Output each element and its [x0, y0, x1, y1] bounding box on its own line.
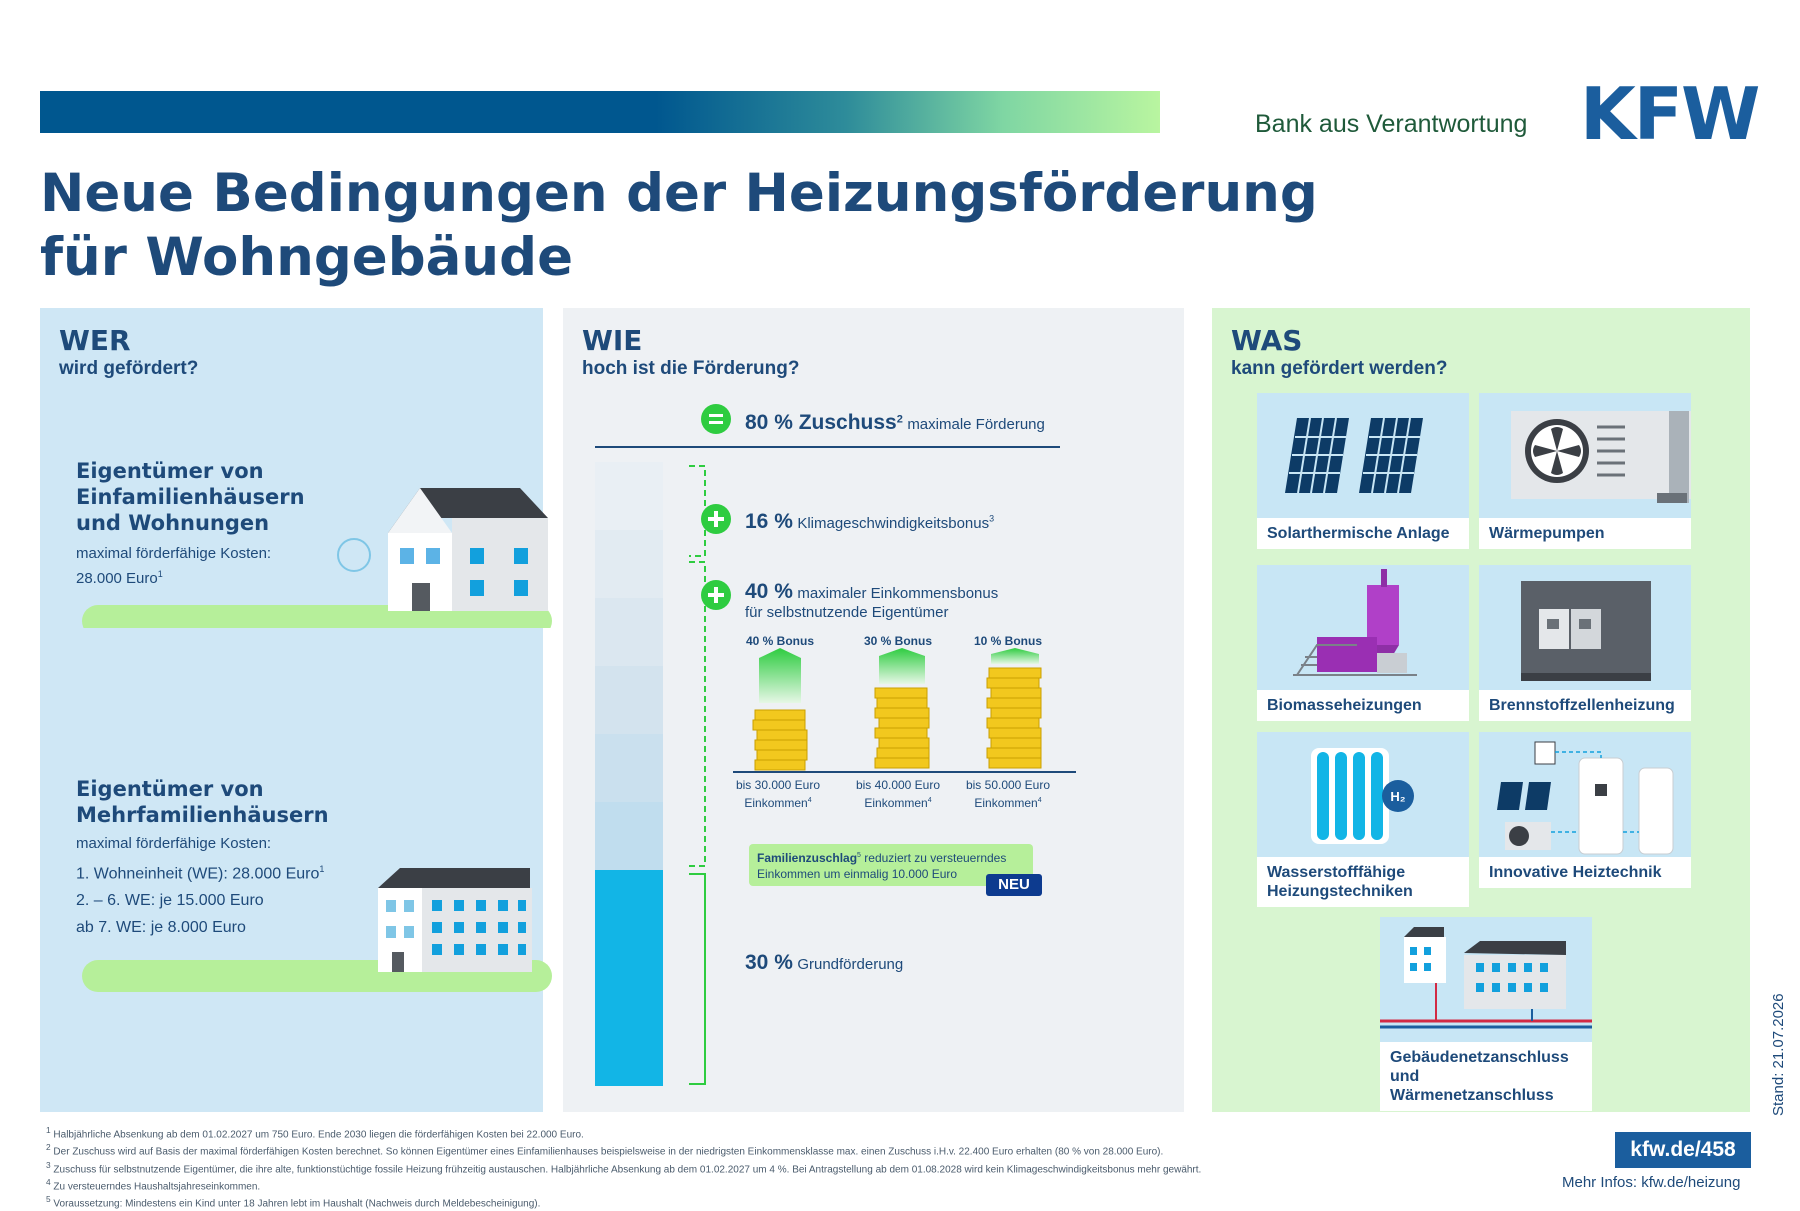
cost-line-1: 1. Wohneinheit (WE): 28.000 Euro: [76, 865, 320, 883]
footnote-ref: 4: [927, 797, 932, 804]
cost-label: maximal förderfähige Kosten:: [76, 545, 272, 562]
page-title: [40, 162, 1318, 290]
header-gradient-bar: [40, 91, 1160, 133]
tile-label: Wärmepumpen: [1489, 525, 1605, 542]
caption-line: bis 50.000 Euro: [965, 778, 1051, 792]
coin-caption: [953, 778, 1063, 811]
bonus-pct: 16 %: [745, 510, 793, 533]
family-title: Familienzuschlag: [757, 851, 858, 865]
stand-date: Stand: 21.07.2026: [1770, 993, 1787, 1116]
footnote-ref: 3: [989, 513, 995, 524]
fuel-cell-icon: [1479, 565, 1691, 690]
footnote-text: Zu versteuerndes Haushaltsjahreseinkommen.: [53, 1181, 261, 1193]
wie-heading: WIE: [582, 324, 643, 357]
family-text: Einkommen um einmalig 10.000 Euro: [757, 867, 958, 881]
wer-group2-title: [76, 776, 329, 828]
new-badge: NEU: [986, 874, 1042, 896]
plus-icon: [701, 580, 731, 610]
coin-caption: [843, 778, 953, 811]
divider: [595, 446, 1060, 448]
tile-hydrogen: [1257, 732, 1469, 907]
cost-line-3: ab 7. WE: je 8.000 Euro: [76, 919, 246, 937]
kfw-link-badge[interactable]: kfw.de/458: [1615, 1132, 1751, 1168]
total-suffix: maximale Förderung: [907, 416, 1045, 433]
was-subheading: kann gefördert werden?: [1231, 358, 1448, 379]
label-line: Heizungstechniken: [1267, 883, 1413, 900]
coin-label: 10 % Bonus: [973, 634, 1042, 648]
tile-label: Solarthermische Anlage: [1267, 525, 1450, 542]
single-family-house-illustration: [58, 468, 568, 628]
solar-panel-icon: [1257, 393, 1469, 518]
label-line: Gebäudenetzanschluss: [1390, 1049, 1569, 1066]
bonus-label: maximaler Einkommensbonus: [797, 585, 999, 602]
footnote-ref: 2: [896, 413, 903, 426]
innovative-heating-icon: [1479, 732, 1691, 857]
caption-line: Einkommen: [974, 796, 1038, 810]
caption-line: Einkommen: [744, 796, 808, 810]
bonus-climate: [745, 510, 994, 534]
kfw-logo[interactable]: KFW: [1580, 72, 1759, 156]
wie-subheading: hoch ist die Förderung?: [582, 358, 800, 379]
wie-panel: [563, 308, 1184, 1112]
footnote-ref: 4: [807, 797, 812, 804]
footnote: [46, 1124, 1366, 1141]
tile-label: Brennstoffzellenheizung: [1489, 697, 1675, 714]
heat-pump-icon: [1479, 393, 1691, 518]
tile-building-network: [1380, 917, 1592, 1111]
footnote-ref: 5: [857, 852, 861, 859]
caption-line: Einkommen: [864, 796, 928, 810]
tile-label: [1380, 1042, 1592, 1111]
hydrogen-cylinders-icon: [1257, 732, 1469, 857]
title-line: Einfamilienhäusern: [76, 485, 305, 509]
tile-heat-pump: [1479, 393, 1691, 549]
biomass-plant-icon: [1257, 565, 1469, 690]
was-panel: [1212, 308, 1750, 1112]
tile-biomass: [1257, 565, 1469, 721]
title-line: und Wohnungen: [76, 511, 270, 535]
footnote-text: Halbjährliche Absenkung ab dem 01.02.2027 um 750 Euro. Ende 2030 liegen die förderfähigen Kosten bei 22.000 Euro.: [53, 1129, 584, 1141]
label-line: Wasserstofffähige: [1267, 864, 1406, 881]
equals-icon: [701, 404, 731, 434]
label-line: und Wärmenetzanschluss: [1390, 1068, 1554, 1104]
wer-heading: WER: [59, 324, 131, 357]
footnote-num: 4: [46, 1176, 51, 1187]
wer-subheading: wird gefördert?: [59, 358, 199, 379]
base-funding: [745, 951, 903, 975]
coin-label: 40 % Bonus: [745, 634, 814, 648]
footnote-num: 2: [46, 1142, 51, 1153]
footnote-num: 3: [46, 1159, 51, 1170]
tile-fuel-cell: [1479, 565, 1691, 721]
tile-solar-thermal: [1257, 393, 1469, 549]
footnote: [46, 1159, 1366, 1176]
footnote-ref: 1: [157, 569, 163, 579]
footnote: [46, 1141, 1366, 1158]
was-heading: WAS: [1231, 324, 1303, 357]
footnote-num: 5: [46, 1194, 51, 1205]
bonus-label-2: für selbstnutzende Eigentümer: [745, 604, 949, 621]
cost-value: 28.000 Euro: [76, 570, 158, 587]
tagline: Bank aus Verantwortung: [1255, 110, 1528, 138]
footnote: [46, 1176, 1366, 1193]
tile-innovative-heating: [1479, 732, 1691, 888]
plus-icon: [701, 504, 731, 534]
tile-label: [1257, 857, 1469, 907]
title-line: Mehrfamilienhäusern: [76, 803, 329, 827]
bracket-connectors: [683, 456, 723, 1086]
coin-label: 30 % Bonus: [863, 634, 932, 648]
funding-stack-bar: [593, 456, 665, 1086]
title-line-1: Neue Bedingungen der Heizungsförderung: [40, 163, 1318, 224]
coin-caption: [723, 778, 833, 811]
bonus-income: [745, 580, 998, 621]
wer-panel: [40, 308, 543, 1112]
total-funding: [745, 411, 1045, 435]
footnote-text: Voraussetzung: Mindestens ein Kind unter 18 Jahren lebt im Haushalt (Nachweis durch Meldebescheinigung).: [53, 1198, 541, 1210]
h2-badge: H₂: [1390, 789, 1406, 804]
bonus-pct: 40 %: [745, 580, 793, 603]
footnote-text: Zuschuss für selbstnutzende Eigentümer, die ihre alte, funktionstüchtige fossile Heizung frühzeitig austauschen. Halbjährliche Absenkung ab dem 01.02.2027 um 4 %. Bei Antragstellung ab dem 01.08.2028 wird kein Klimageschwindigkeitsbonus mehr gewährt.: [53, 1163, 1202, 1175]
tile-label: Biomasseheizungen: [1267, 697, 1422, 714]
base-pct: 30 %: [745, 951, 793, 974]
caption-line: bis 40.000 Euro: [855, 778, 941, 792]
multi-family-house-illustration: [58, 848, 568, 998]
base-label: Grundförderung: [797, 956, 904, 973]
heat-network-icon: [1380, 917, 1592, 1042]
footnote-num: 1: [46, 1125, 51, 1135]
cost-label: maximal förderfähige Kosten:: [76, 835, 272, 852]
more-info-link[interactable]: Mehr Infos: kfw.de/heizung: [1562, 1174, 1741, 1191]
bonus-label: Klimageschwindigkeitsbonus: [797, 515, 990, 532]
caption-line: bis 30.000 Euro: [735, 778, 821, 792]
footnote-ref: 1: [319, 864, 325, 874]
footnote-ref: 4: [1037, 797, 1042, 804]
title-line: Eigentümer von: [76, 777, 264, 801]
total-pct: 80 % Zuschuss: [745, 411, 897, 434]
title-line: Eigentümer von: [76, 459, 264, 483]
footnotes: [46, 1124, 1366, 1211]
title-line-2: für Wohngebäude: [40, 227, 574, 288]
tile-label: Innovative Heiztechnik: [1489, 864, 1662, 881]
cost-line-2: 2. – 6. WE: je 15.000 Euro: [76, 892, 264, 910]
family-text: reduziert zu versteuerndes: [864, 851, 1007, 865]
footnote-text: Der Zuschuss wird auf Basis der maximal förderfähigen Kosten berechnet. So können Eigentümer eines Einfamilienhauses beispielsweise in der niedrigsten Einkommensklasse max. einen Zuschuss i.H.v. 22.400 Euro erhalten (80 % von 28.000 Euro).: [53, 1146, 1164, 1158]
